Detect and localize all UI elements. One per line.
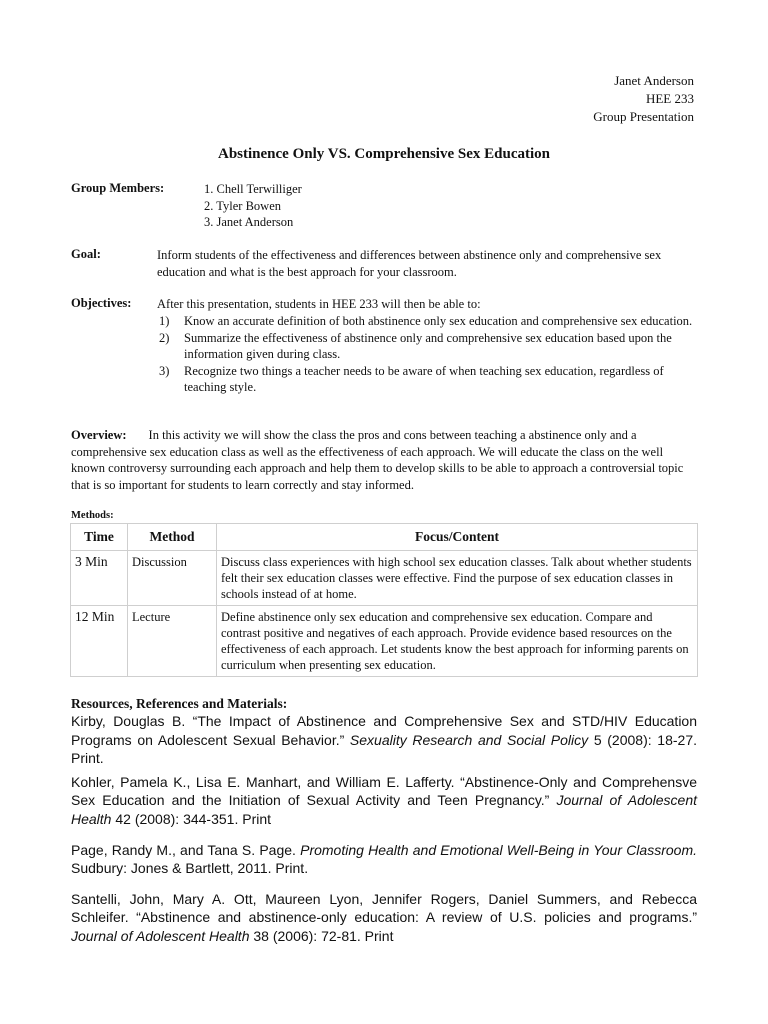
objectives-intro: After this presentation, students in HEE 233 will then be able to: [157,297,481,311]
group-member-item: 2. Tyler Bowen [204,198,282,213]
reference-source: Journal of Adolescent Health [71,792,697,827]
table-row [71,551,698,606]
overview-paragraph [71,427,697,493]
overview-text: In this activity we will show the class the pros and cons between teaching a abstinence only and a comprehensive sex education class as well as the effectiveness of each approach. We will educate the class on the well known controversy surrounding each approach and help them to develop skills to be able to approach a controversial topic that is so important for students to learn correctly and stay informed. [71,428,684,492]
table-row [71,606,698,677]
author-name: Janet Anderson [614,73,694,88]
goal-label: Goal: [71,247,101,261]
methods-header-row [71,524,698,551]
reference-entry [71,712,697,768]
reference-source: Sexuality Research and Social Policy [349,731,589,748]
assignment-name: Group Presentation [593,109,694,124]
reference-text: Page, Randy M., and Tana S. Page. [71,841,301,858]
resources-label: Resources, References and Materials: [71,696,288,711]
reference-source: Journal of Adolescent Health [71,927,250,944]
group-member-item: 3. Janet Anderson [204,215,294,229]
references-list [71,712,697,957]
reference-entry [71,841,697,878]
methods-label: Methods: [71,510,114,521]
reference-detail: 38 (2006): 72-81. Print [249,927,394,944]
reference-text: Kohler, Pamela K., Lisa E. Manhart, and William E. Lafferty. “Abstinence-Only and Comprehensve Sex Education and the Initiation of Sexual Activity and Teen Pregnancy.” [71,773,697,809]
reference-entry [71,773,697,829]
objective-number: 2) [159,330,170,345]
objectives-list [159,313,697,396]
header-focus-content: Focus/Content [217,524,698,551]
objective-text: Recognize two things a teacher needs to be aware of when teaching sex education, regardless of teaching style. [184,363,664,394]
group-member-item: 1. Chell Terwilliger [204,182,302,196]
objective-text: Summarize the effectiveness of abstinence only and comprehensive sex education based upon the information given during class. [184,330,672,361]
reference-detail: Sudbury: Jones & Bartlett, 2011. Print. [71,860,309,877]
reference-entry [71,890,697,946]
objective-number: 1) [159,314,170,328]
row-method: Discussion [128,551,217,606]
reference-source: Promoting Health and Emotional Well-Being in Your Classroom. [300,841,697,858]
objective-item [159,313,697,330]
document-title: Abstinence Only VS. Comprehensive Sex Education [218,146,550,162]
row-method: Lecture [128,606,217,677]
row-time: 3 Min [71,551,128,606]
reference-text: Santelli, John, Mary A. Ott, Maureen Lyon, Jennifer Rogers, Daniel Summers, and Rebecca Schleifer. “Abstinence and abstinence-only education: A review of U.S. policies and programs.” [71,890,697,926]
row-time: 12 Min [71,606,128,677]
group-members-label: Group Members: [71,181,165,195]
header-method: Method [128,524,217,551]
row-content: Discuss class experiences with high school sex education classes. Talk about whether students felt their sex education classes were effective. Find the purpose of sex education classes in schools instead of at home. [217,551,698,606]
row-content: Define abstinence only sex education and comprehensive sex education. Compare and contrast positive and negatives of each approach. Provide evidence based resources on the effectiveness of each approach. Let students know the best approach for informing parents on curriculum when presenting sex education. [217,606,698,677]
header-time: Time [71,524,128,551]
objective-text: Know an accurate definition of both abstinence only sex education and comprehensive sex education. [184,314,693,328]
reference-detail: 5 (2008): 18-27. Print. [71,731,697,767]
objective-item [159,363,697,396]
methods-table [70,523,698,677]
overview-label: Overview: [71,428,127,442]
objective-number: 3) [159,363,170,378]
group-members-list [204,181,302,231]
course-code: HEE 233 [645,91,694,106]
author-header [593,72,694,126]
reference-detail: 42 (2008): 344-351. Print [111,810,272,827]
objectives-label: Objectives: [71,296,132,310]
objective-item [159,330,697,363]
reference-text: Kirby, Douglas B. “The Impact of Abstinence and Comprehensive Sex and STD/HIV Education Programs on Adolescent Sexual Behavior.” [71,713,697,748]
goal-text: Inform students of the effectiveness and differences between abstinence only and comprehensive sex education and what is the best approach for your classroom. [157,248,662,279]
